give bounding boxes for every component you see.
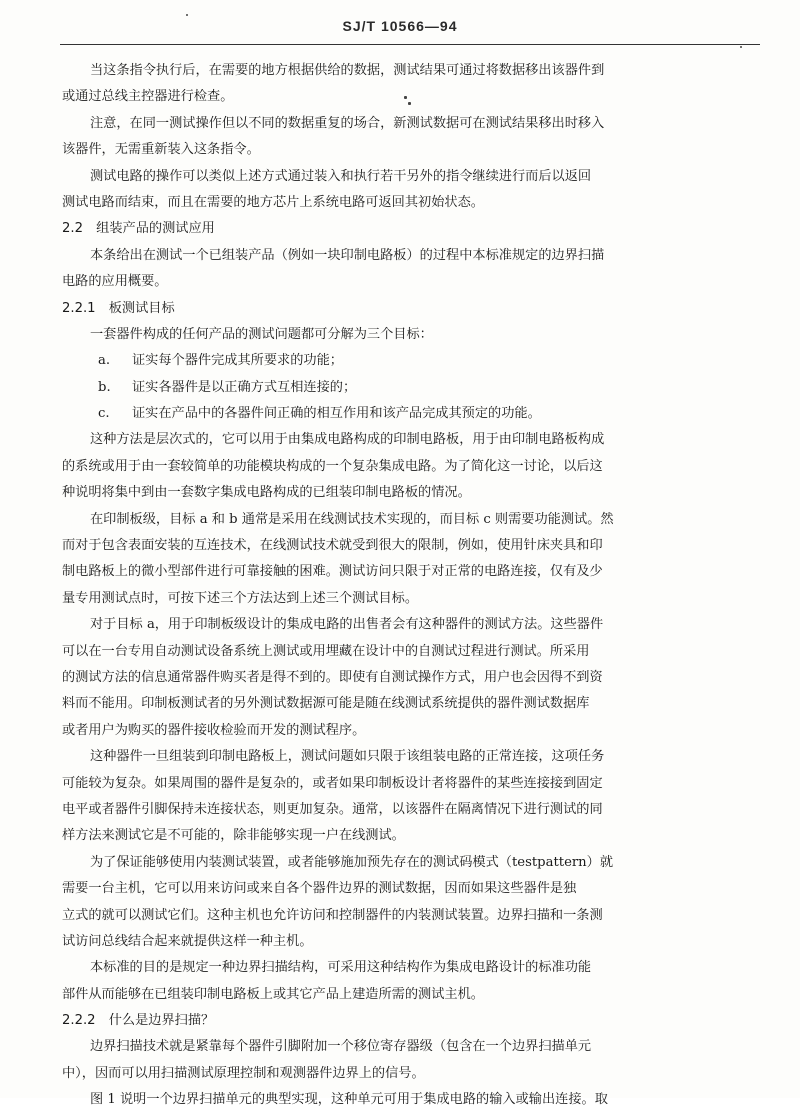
paragraph-line: 这种器件一旦组装到印制电路板上，测试问题如只限于该组装电路的正常连接，这项任务: [90, 749, 605, 765]
header-divider: [60, 44, 760, 45]
list-marker: b.: [98, 379, 111, 395]
scan-speck: [404, 96, 407, 99]
paragraph-line: 当这条指令执行后，在需要的地方根据供给的数据，测试结果可通过将数据移出该器件到: [90, 63, 605, 78]
paragraph-line: 注意，在同一测试操作但以不同的数据重复的场合，新测试数据可在测试结果移出时移入: [90, 115, 605, 131]
paragraph-line: 为了保证能够使用内装测试装置，或者能够施加预先存在的测试码模式（testpattern）就: [90, 854, 614, 870]
paragraph-line: 部件从而能够在已组装印制电路板上或其它产品上建造所需的测试主机。: [62, 986, 484, 1002]
standard-code-header: SJ/T 10566—94: [342, 18, 458, 34]
paragraph-line: 可能较为复杂。如果周围的器件是复杂的，或者如果印制板设计者将器件的某些连接接到固定: [62, 775, 603, 791]
paragraph-line: 一套器件构成的任何产品的测试问题都可分解为三个目标：: [90, 326, 433, 342]
paragraph-line: 或通过总线主控器进行检查。: [62, 89, 234, 105]
paragraph-line: 边界扫描技术就是紧靠每个器件引脚附加一个移位寄存器级（包含在一个边界扫描单元: [90, 1039, 592, 1055]
list-item: [62, 348, 758, 374]
paragraph-line: 测试电路的操作可以类似上述方式通过装入和执行若干另外的指令继续进行而后以返回: [90, 168, 592, 184]
paragraph-line: 的系统或用于由一套较简单的功能模块构成的一个复杂集成电路。为了简化这一讨论，以后这: [62, 458, 603, 474]
paragraph-line: 的测试方法的信息通常器件购买者是得不到的。即使有自测试操作方式，用户也会因得不到资: [62, 669, 603, 685]
scan-speck: [408, 102, 411, 105]
list-marker: a.: [98, 353, 111, 369]
list-item: [62, 401, 758, 427]
document-body: [62, 58, 758, 1114]
paragraph-line: 电平或者器件引脚保持未连接状态，则更加复杂。通常，以该器件在隔离情况下进行测试的同: [62, 801, 603, 817]
paragraph-line: 制电路板上的微小型部件进行可靠接触的困难。测试访问只限于对正常的电路连接，仅有及少: [62, 564, 603, 580]
paragraph-line: 本标准的目的是规定一种边界扫描结构，可采用这种结构作为集成电路设计的标准功能: [90, 960, 592, 976]
paragraph-line: 需要一台主机，它可以用来访问或来自各个器件边界的测试数据，因而如果这些器件是独: [62, 881, 577, 897]
paragraph-line: 可以在一台专用自动测试设备系统上测试或用埋藏在设计中的自测试过程进行测试。所采用: [62, 643, 590, 659]
paragraph-line: 或者用户为购买的器件接收检验而开发的测试程序。: [62, 722, 366, 738]
paragraph-line: 立式的就可以测试它们。这种主机也允许访问和控制器件的内装测试装置。边界扫描和一条测: [62, 907, 603, 923]
paragraph-line: 图 1 说明一个边界扫描单元的典型实现，这种单元可用于集成电路的输入或输出连接。取: [90, 1092, 608, 1108]
paragraph-line: 样方法来测试它是不可能的，除非能够实现一户在线测试。: [62, 828, 405, 844]
paragraph-line: 种说明将集中到由一套数字集成电路构成的已组装印制电路板的情况。: [62, 485, 471, 501]
list-item-text: 证实每个器件完成其所要求的功能；: [132, 353, 343, 369]
list-item-text: 证实各器件是以正确方式互相连接的；: [132, 379, 357, 395]
paragraph-line: 料而不能用。印制板测试者的另外测试数据源可能是随在线测试系统提供的器件测试数据库: [62, 696, 590, 712]
section-heading: 2.2.2 什么是边界扫描？: [62, 1013, 215, 1029]
paragraph-line: 中），因而可以用扫描测试原理控制和观测器件边界上的信号。: [62, 1065, 425, 1081]
scan-speck: [740, 46, 742, 48]
paragraph-line: 该器件，无需重新装入这条指令。: [62, 142, 260, 158]
paragraph-line: 量专用测试点时，可按下述三个方法达到上述三个测试目标。: [62, 590, 419, 606]
paragraph-line: 对于目标 a，用于印制板级设计的集成电路的出售者会有这种器件的测试方法。这些器件: [90, 617, 604, 633]
list-item-text: 证实在产品中的各器件间正确的相互作用和该产品完成其预定的功能。: [132, 406, 541, 422]
list-item: [62, 375, 758, 401]
paragraph-line: 电路的应用概要。: [62, 274, 168, 290]
paragraph-line: 本条给出在测试一个已组装产品（例如一块印制电路板）的过程中本标准规定的边界扫描: [90, 247, 605, 263]
list-marker: c.: [98, 406, 110, 422]
paragraph-line: 测试电路而结束，而且在需要的地方芯片上系统电路可返回其初始状态。: [62, 194, 484, 210]
paragraph-line: 而对于包含表面安装的互连技术，在线测试技术就受到很大的限制，例如，使用针床夹具和印: [62, 538, 603, 554]
scan-speck: [186, 14, 188, 16]
paragraph-line: 这种方法是层次式的，它可以用于由集成电路构成的印制电路板，用于由印制电路板构成: [90, 432, 605, 448]
paragraph-line: 在印制板级，目标 a 和 b 通常是采用在线测试技术实现的，而目标 c 则需要功能测试。然: [90, 511, 614, 527]
section-heading: 2.2.1 板测试目标: [62, 300, 175, 316]
paragraph-line: 试访问总线结合起来就提供这样一种主机。: [62, 933, 313, 949]
section-heading: 2.2 组装产品的测试应用: [62, 221, 215, 237]
